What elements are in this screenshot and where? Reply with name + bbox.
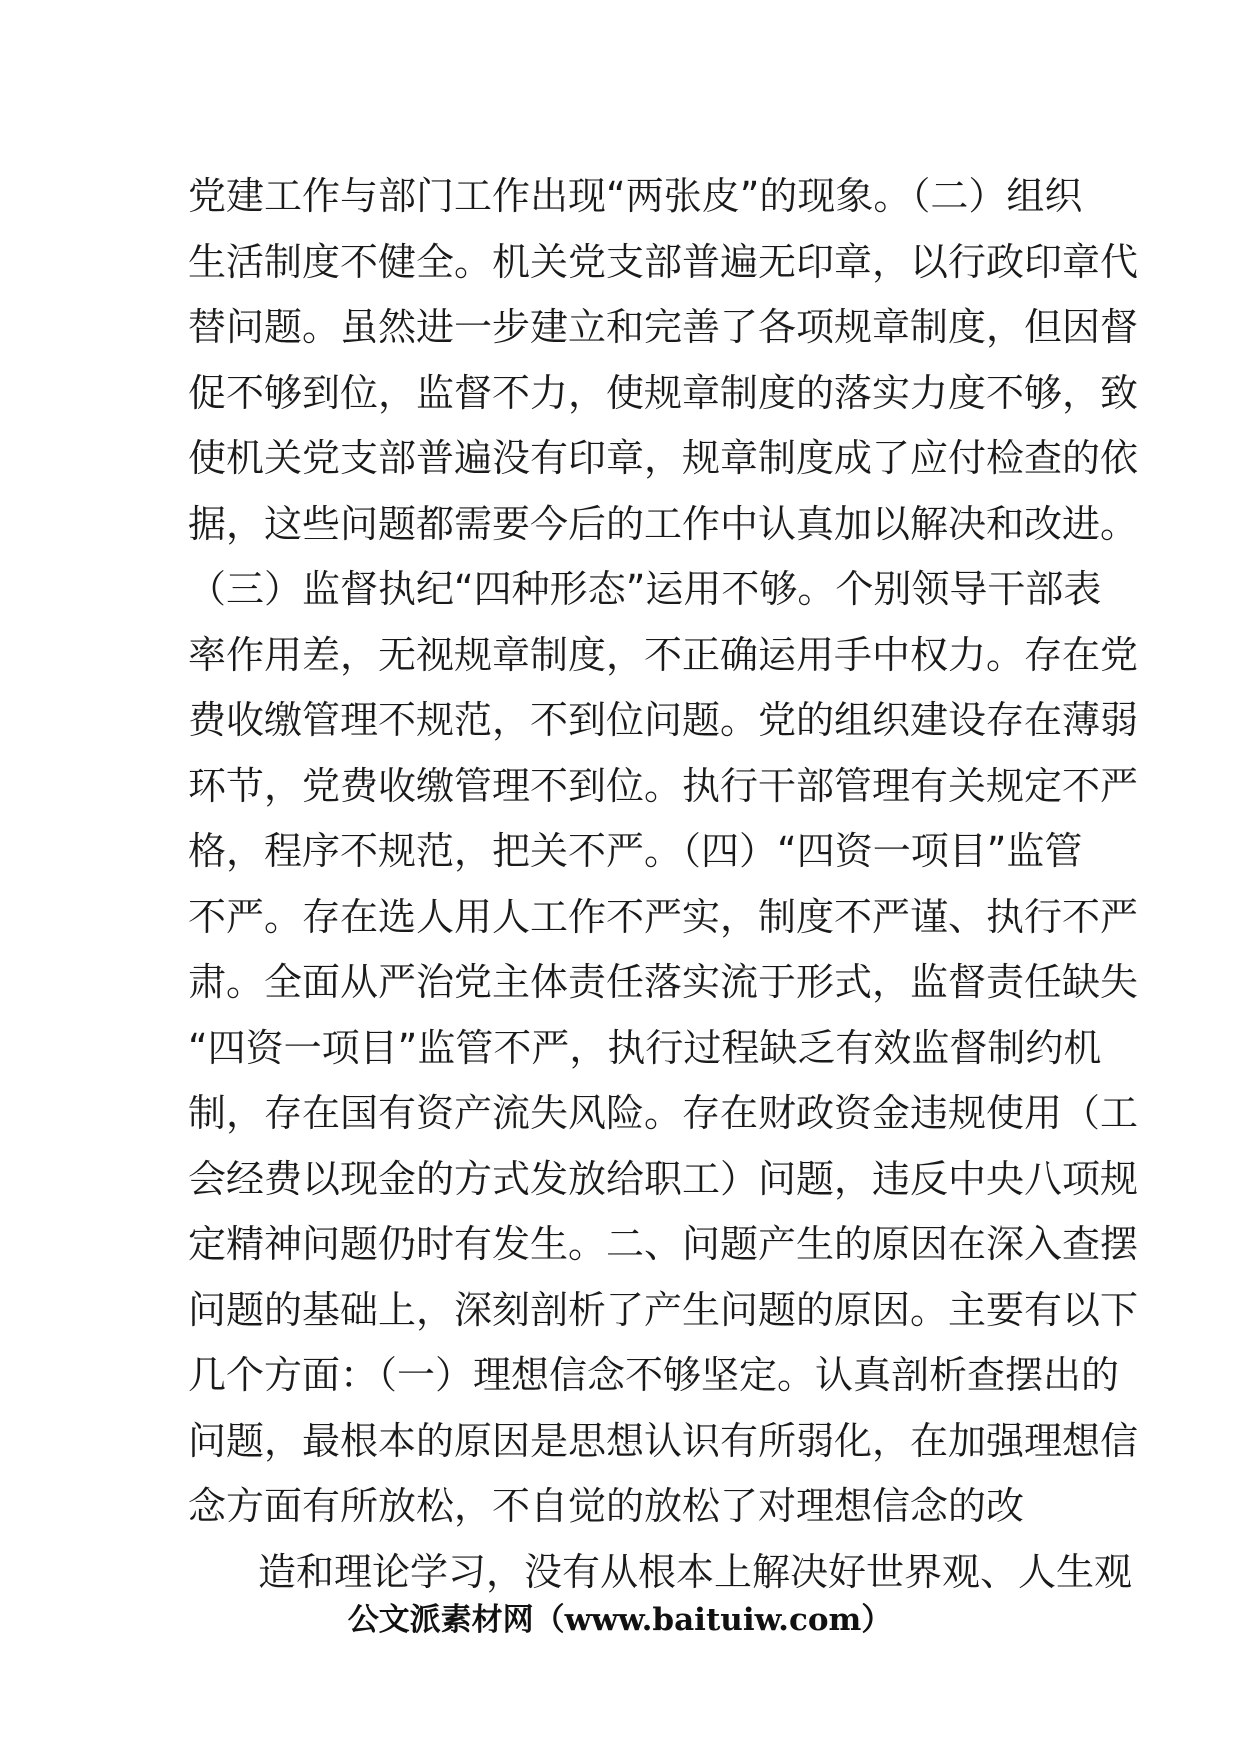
text-line: 率作用差，无视规章制度，不正确运用手中权力。存在党 bbox=[188, 632, 1139, 677]
text-line: 费收缴管理不规范，不到位问题。党的组织建设存在薄弱 bbox=[188, 698, 1139, 742]
text-line: 肃。全面从严治党主体责任落实流于形式，监督责任缺失 bbox=[188, 960, 1139, 1004]
text-line: 几个方面：（一）理想信念不够坚定。认真剖析查摆出的 bbox=[188, 1353, 1120, 1397]
text-line: 念方面有所放松，不自觉的放松了对理想信念的改 bbox=[188, 1484, 1025, 1528]
text-line: 问题的基础上，深刻剖析了产生问题的原因。主要有以下 bbox=[188, 1287, 1139, 1332]
footer-watermark: 公文派素材网（www.baituiw.com） bbox=[347, 1602, 893, 1638]
text-line: 据，这些问题都需要今后的工作中认真加以解决和改进。 bbox=[188, 501, 1139, 546]
text-line: 会经费以现金的方式发放给职工）问题，违反中央八项规 bbox=[188, 1156, 1139, 1201]
text-line: 问题，最根本的原因是思想认识有所弱化，在加强理想信 bbox=[188, 1418, 1139, 1463]
text-line: 使机关党支部普遍没有印章，规章制度成了应付检查的依 bbox=[188, 436, 1139, 480]
text-line: 党建工作与部门工作出现“两张皮”的现象。（二）组织 bbox=[188, 174, 1083, 218]
text-line: （三）监督执纪“四种形态”运用不够。个别领导干部表 bbox=[188, 567, 1102, 611]
text-line: 定精神问题仍时有发生。二、问题产生的原因在深入查摆 bbox=[188, 1222, 1139, 1266]
text-line: 制，存在国有资产流失风险。存在财政资金违规使用（工 bbox=[188, 1091, 1139, 1135]
document-body bbox=[188, 164, 1139, 1605]
text-line: “四资一项目”监管不严，执行过程缺乏有效监督制约机 bbox=[188, 1025, 1102, 1070]
text-line: 环节，党费收缴管理不到位。执行干部管理有关规定不严 bbox=[188, 763, 1139, 808]
text-line: 不严。存在选人用人工作不严实，制度不严谨、执行不严 bbox=[188, 894, 1139, 939]
text-line: 格，程序不规范，把关不严。（四）“四资一项目”监管 bbox=[188, 829, 1083, 873]
text-line: 生活制度不健全。机关党支部普遍无印章，以行政印章代 bbox=[188, 239, 1139, 284]
text-line: 促不够到位，监督不力，使规章制度的落实力度不够，致 bbox=[188, 370, 1139, 415]
text-line: 造和理论学习，没有从根本上解决好世界观、人生观 bbox=[258, 1549, 1133, 1594]
text-line: 替问题。虽然进一步建立和完善了各项规章制度，但因督 bbox=[188, 305, 1139, 349]
